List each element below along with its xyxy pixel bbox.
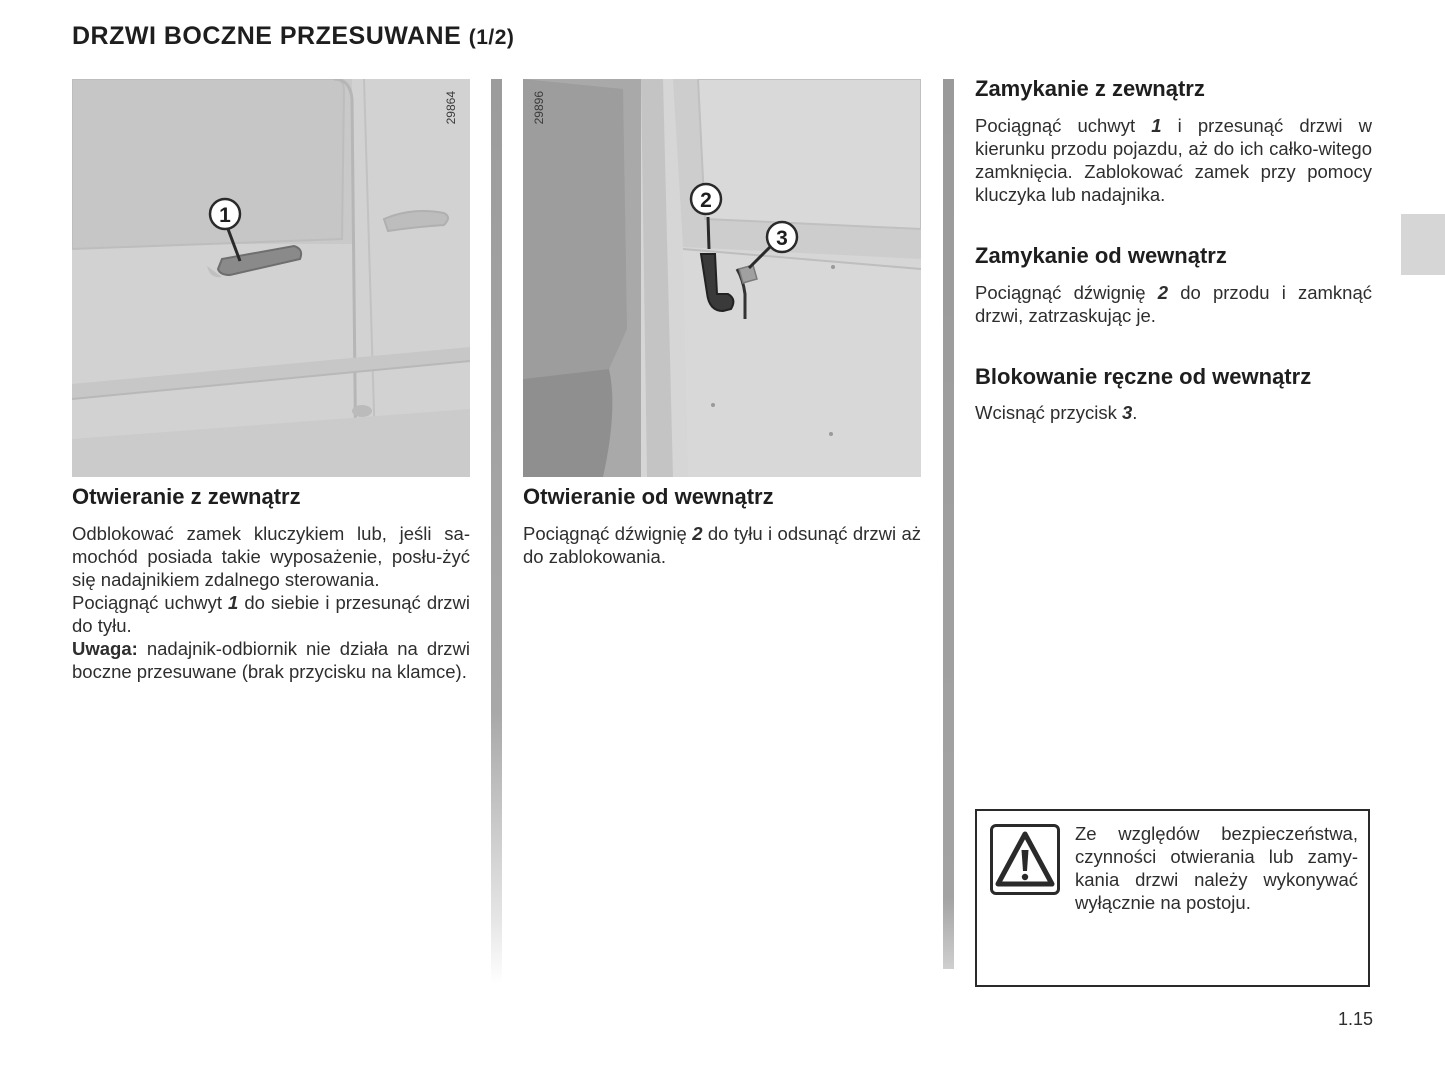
page-title-text: DRZWI BOCZNE PRZESUWANE	[72, 22, 462, 50]
paragraph	[975, 114, 1372, 206]
callout-2-label: 2	[700, 189, 712, 212]
text-span: .	[1132, 402, 1138, 423]
paragraph: Odblokować zamek kluczykiem lub, jeśli sa-mochód posiada takie wyposażenie, posłu-żyć się nadajnikiem zdalnego sterowania.	[72, 523, 470, 590]
callout-ref: 3	[1122, 402, 1133, 423]
text-span: Wcisnąć przycisk	[975, 402, 1122, 423]
text-span: i przesunąć drzwi w kierunku przodu pojazdu, aż do ich całko-witego zamknięcia. Zablokować zamek przy pomocy kluczyka lub nadajnika.	[975, 115, 1372, 205]
paragraph	[975, 401, 1372, 424]
section-heading-manual-locking: Blokowanie ręczne od wewnątrz	[975, 364, 1312, 389]
note-paragraph	[72, 637, 470, 683]
warning-triangle-icon	[990, 824, 1060, 895]
section-body-exterior-opening	[72, 522, 470, 683]
column-divider-left	[491, 79, 502, 984]
callout-ref: 1	[228, 592, 239, 613]
section-heading-exterior-closing: Zamykanie z zewnątrz	[975, 76, 1205, 101]
text-span: Pociągnąć dźwignię	[975, 282, 1158, 303]
text-span: do przodu i zamknąć drzwi, zatrzaskując je.	[975, 282, 1372, 326]
text-span: Pociągnąć dźwignię	[523, 523, 693, 544]
figure-exterior-handle	[72, 79, 470, 477]
paragraph	[975, 281, 1372, 327]
callout-ref: 2	[1157, 282, 1169, 303]
warning-text: Ze względów bezpieczeństwa, czynności otwierania lub zamy-kania drzwi należy wykonywać wyłącznie na postoju.	[1075, 823, 1358, 913]
note-text: nadajnik-odbiornik nie działa na drzwi boczne przesuwane (brak przycisku na klamce).	[72, 638, 470, 682]
note-label: Uwaga:	[72, 638, 138, 659]
section-heading-interior-closing: Zamykanie od wewnątrz	[975, 243, 1227, 268]
page-number: 1.15	[1337, 1009, 1373, 1029]
section-heading-interior-opening: Otwieranie od wewnątrz	[523, 484, 774, 509]
page-title-suffix: (1/2)	[468, 26, 515, 49]
interior-door-illustration	[523, 79, 921, 477]
section-body-manual-locking	[975, 401, 1372, 424]
figure-interior-lever	[523, 79, 921, 477]
paragraph	[523, 522, 921, 568]
paragraph	[72, 591, 470, 637]
callout-3-label: 3	[776, 227, 788, 250]
safety-warning-box	[975, 809, 1370, 987]
text-span: do tyłu i odsunąć drzwi aż do zablokowania.	[523, 523, 921, 567]
text-span: Pociągnąć uchwyt	[72, 592, 229, 613]
callout-ref: 2	[692, 523, 703, 544]
page-title	[72, 22, 514, 51]
section-body-interior-closing	[975, 281, 1372, 327]
callout-ref: 1	[1151, 115, 1162, 136]
section-body-exterior-closing	[975, 114, 1372, 206]
chapter-tab-marker	[1401, 214, 1445, 275]
text-span: do siebie i przesunąć drzwi do tyłu.	[72, 592, 470, 636]
image-code: 29864	[444, 91, 458, 125]
section-body-interior-opening	[523, 522, 921, 568]
callout-1-label: 1	[219, 204, 231, 227]
text-span: Pociągnąć uchwyt	[975, 115, 1152, 136]
image-code: 29896	[532, 91, 546, 125]
section-heading-exterior-opening: Otwieranie z zewnątrz	[72, 484, 301, 509]
column-divider-right	[943, 79, 954, 969]
exterior-door-illustration	[72, 79, 470, 477]
